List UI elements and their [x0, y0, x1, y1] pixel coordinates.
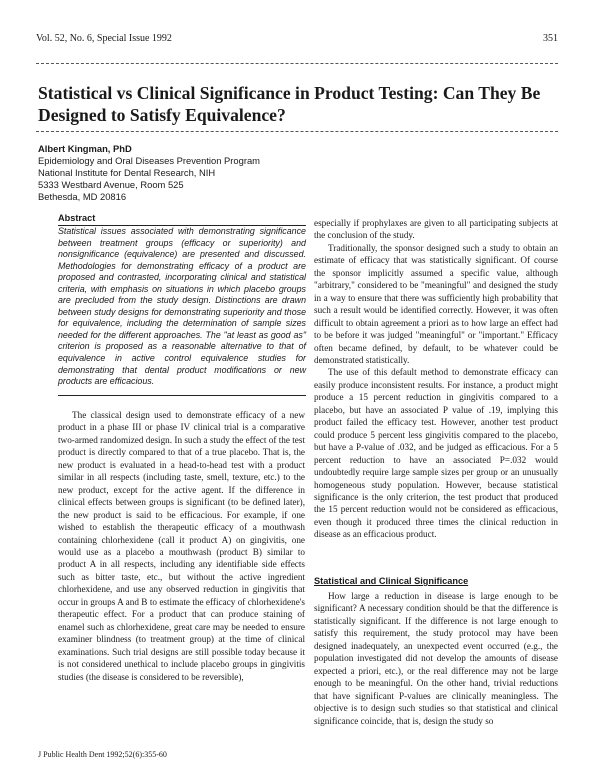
abstract-end-rule: [58, 395, 306, 396]
left-column: [58, 409, 305, 683]
article-title: Statistical vs Clinical Significance in Product Testing: Can They Be Designed to Satisfy Equivalence?: [38, 83, 541, 125]
body-paragraph: especially if prophylaxes are given to all participating subjects at the conclusion of the study.: [314, 218, 558, 241]
section-body: [314, 590, 558, 727]
affiliation-line: Epidemiology and Oral Diseases Prevention Program: [38, 155, 260, 166]
author-name: Albert Kingman, PhD: [38, 143, 132, 154]
affiliation-line: National Institute for Dental Research, NIH: [38, 167, 216, 178]
title-divider: [36, 131, 558, 132]
affiliation-line: 5333 Westbard Avenue, Room 525: [38, 179, 184, 190]
section-heading: Statistical and Clinical Significance: [314, 576, 469, 586]
body-paragraph: The use of this default method to demonstrate efficacy can easily produce inconsistent results. For instance, a product might produce a 15 percent reduction in gingivitis compared to a placebo, but have an associated P value of .19, implying this product failed the efficacy test. However, another test product could produce 5 percent less gingivitis compared to the placebo, but have a P-value of .032, and be judged as efficacious. For a 5 percent reduction to have an associated P=.032 would undoubtedly require large sample sizes per group or an unusually homogeneous study population. However, because statistical significance is the only criterion, the test product that produced the 15 percent reduction would not be considered as efficacious, even though it produced three times the clinical reduction in disease as an efficacious product.: [314, 367, 558, 540]
body-paragraph: Traditionally, the sponsor designed such a study to obtain an estimate of efficacy that was statistically significant. Of course the sponsor implicitly assumed a specific value, although "arbitrary," considered to be "meaningful" and designed the study in a way to ensure that there was sufficiently high probability that such a result would be identified correctly. However, it was often difficult to obtain agreement a priori as to how large an effect had to be before it was judged "meaningful" or "important." Efficacy often became defined, by default, to be whatever could be demonstrated statistically.: [314, 242, 558, 365]
top-divider: [36, 63, 558, 64]
body-paragraph: The classical design used to demonstrate efficacy of a new product in a phase III or phase IV clinical trial is a comparative two-armed randomized design. In such a study the effect of the test product is directly compared to that of a true placebo. That is, the new product is evaluated in a head-to-head test with a product similar in all respects (including taste, smell, texture, etc.) to the new product, except for the active agent. If the difference in clinical effects between groups is significant (to be defined later), the new product is said to be efficacious. For example, if one wished to establish the therapeutic efficacy of a mouthwash containing chlorhexidene (call it product A) on gingivitis, one would use as a placebo a mouthwash (product B) similar to product A in all respects, including any identifiable side effects such as bitter taste, etc., but without the active ingredient chlorhexidene, and use any observed reduction in gingivitis that occur in groups A and B to estimate the efficacy of chlorhexidene's therapeutic effect. For a product that can produce staining of enamel such as chlorhexidene, great care may be needed to ensure examiner blindness (to treatment group) at the time of clinical examinations. Such trial designs are still possible today because it is not considered unethical to include placebo groups in gingivitis studies (the disease is considered to be reversible),: [58, 410, 305, 682]
right-column: [314, 217, 558, 541]
journal-issue: Vol. 52, No. 6, Special Issue 1992: [36, 33, 172, 44]
author-block: [38, 143, 338, 203]
page-number: 351: [543, 33, 558, 44]
abstract-heading: Abstract: [58, 213, 96, 223]
citation-footer: J Public Health Dent 1992;52(6):355-60: [38, 750, 167, 759]
body-paragraph: How large a reduction in disease is large enough to be significant? A necessary condition should be that the difference is statistically significant. If the difference is not large enough to satisfy this requirement, the study protocol may have been designed inadequately, an unexpected event occurred (e.g., the population investigated did not develop the amounts of disease expected a priori, etc.), or the real difference may not be large enough to be meaningful. On the other hand, trivial reductions that have significant P-values are clinically meaningless. The objective is to design such studies so that statistical and clinical significance coincide, that is, design the study so: [314, 591, 558, 726]
running-head: [36, 33, 558, 47]
abstract-text: Statistical issues associated with demonstrating significance between treatment groups (efficacy or superiority) and nonsignificance (equivalence) are presented and discussed. Methodologies for demonstrating efficacy of a product are proposed and contrasted, incorporating clinical and statistical criteria, with emphasis on situations in which placebo groups are precluded from the study design. Distinctions are drawn between study designs for demonstrating superiority and those for equivalence, including the determination of sample sizes needed for the different approaches. The "at least as good as" criterion is proposed as a reasonable alternative to that of equivalence in active control equivalence studies for demonstrating that dental product modifications or new products are efficacious.: [58, 226, 306, 387]
affiliation-line: Bethesda, MD 20816: [38, 191, 127, 202]
